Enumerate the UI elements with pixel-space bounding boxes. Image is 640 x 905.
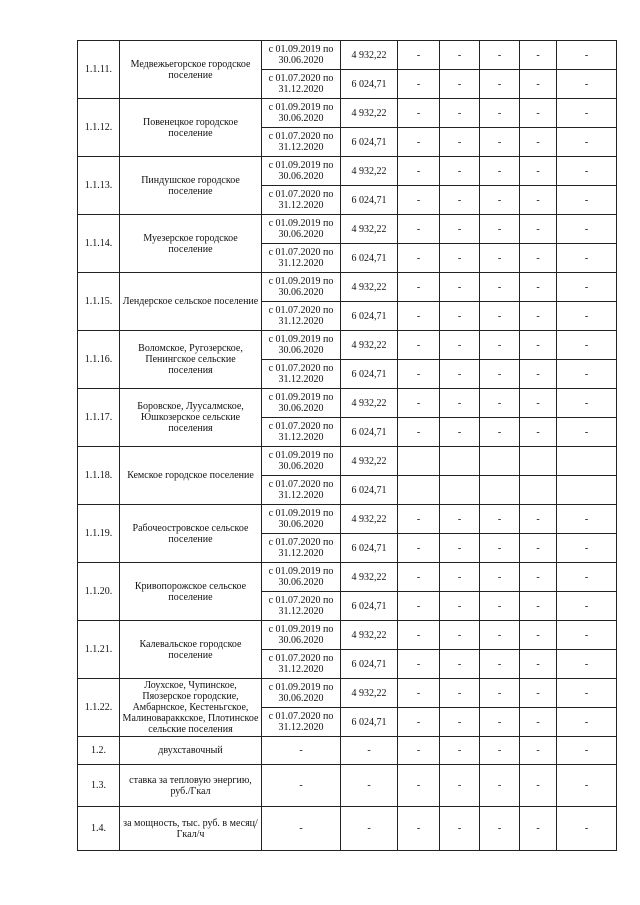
table-row <box>78 679 617 708</box>
dash-cell: - <box>440 360 480 389</box>
dash-cell: - <box>398 592 440 621</box>
table-row <box>78 737 617 765</box>
price-cell: 6 024,71 <box>341 128 398 157</box>
row-name: Рабочеостровское сельское поселение <box>120 505 262 563</box>
dash-cell: - <box>480 592 520 621</box>
row-name: Боровское, Луусалмское, Юшкозерское сельские поселения <box>120 389 262 447</box>
dash-cell: - <box>440 418 480 447</box>
price-cell: 6 024,71 <box>341 650 398 679</box>
dash-cell: - <box>262 765 341 807</box>
dash-cell: - <box>440 215 480 244</box>
row-name: Повенецкое городское поселение <box>120 99 262 157</box>
row-code: 1.1.18. <box>78 447 120 505</box>
dash-cell <box>440 476 480 505</box>
dash-cell: - <box>520 244 557 273</box>
dash-cell: - <box>398 215 440 244</box>
dash-cell: - <box>557 708 617 737</box>
period-cell: с 01.09.2019 по 30.06.2020 <box>262 41 341 70</box>
dash-cell: - <box>557 679 617 708</box>
dash-cell: - <box>398 331 440 360</box>
row-name: Калевальское городское поселение <box>120 621 262 679</box>
period-cell: с 01.07.2020 по 31.12.2020 <box>262 534 341 563</box>
period-cell: с 01.07.2020 по 31.12.2020 <box>262 302 341 331</box>
dash-cell <box>520 447 557 476</box>
dash-cell: - <box>520 360 557 389</box>
dash-cell: - <box>398 765 440 807</box>
dash-cell: - <box>480 157 520 186</box>
row-name: Воломское, Ругозерское, Пенингское сельские поселения <box>120 331 262 389</box>
dash-cell: - <box>480 737 520 765</box>
price-cell: 6 024,71 <box>341 592 398 621</box>
dash-cell: - <box>520 737 557 765</box>
price-cell: 4 932,22 <box>341 273 398 302</box>
dash-cell: - <box>398 534 440 563</box>
dash-cell: - <box>398 418 440 447</box>
dash-cell: - <box>520 807 557 851</box>
dash-cell: - <box>557 621 617 650</box>
dash-cell: - <box>398 621 440 650</box>
dash-cell: - <box>440 592 480 621</box>
dash-cell: - <box>480 244 520 273</box>
dash-cell: - <box>557 765 617 807</box>
row-name: Лендерское сельское поселение <box>120 273 262 331</box>
dash-cell: - <box>480 679 520 708</box>
period-cell: с 01.09.2019 по 30.06.2020 <box>262 389 341 418</box>
dash-cell <box>480 447 520 476</box>
row-code: 1.1.15. <box>78 273 120 331</box>
dash-cell: - <box>520 621 557 650</box>
dash-cell: - <box>520 679 557 708</box>
dash-cell: - <box>440 505 480 534</box>
price-cell: 4 932,22 <box>341 41 398 70</box>
period-cell: с 01.07.2020 по 31.12.2020 <box>262 592 341 621</box>
price-cell: 4 932,22 <box>341 157 398 186</box>
dash-cell <box>398 476 440 505</box>
row-code: 1.1.22. <box>78 679 120 737</box>
dash-cell: - <box>398 157 440 186</box>
dash-cell: - <box>398 70 440 99</box>
table-row <box>78 765 617 807</box>
dash-cell: - <box>480 70 520 99</box>
row-name: Кемское городское поселение <box>120 447 262 505</box>
price-cell: 6 024,71 <box>341 70 398 99</box>
dash-cell: - <box>398 41 440 70</box>
dash-cell: - <box>440 186 480 215</box>
table-row <box>78 331 617 360</box>
row-code: 1.3. <box>78 765 120 807</box>
price-cell: 6 024,71 <box>341 302 398 331</box>
dash-cell: - <box>398 273 440 302</box>
dash-cell: - <box>341 737 398 765</box>
dash-cell: - <box>440 807 480 851</box>
dash-cell: - <box>480 418 520 447</box>
dash-cell: - <box>520 302 557 331</box>
table-row <box>78 621 617 650</box>
price-cell: 4 932,22 <box>341 505 398 534</box>
row-code: 1.2. <box>78 737 120 765</box>
row-code: 1.1.16. <box>78 331 120 389</box>
dash-cell: - <box>440 708 480 737</box>
period-cell: с 01.09.2019 по 30.06.2020 <box>262 505 341 534</box>
dash-cell: - <box>557 331 617 360</box>
dash-cell: - <box>520 708 557 737</box>
dash-cell <box>520 476 557 505</box>
dash-cell: - <box>520 215 557 244</box>
dash-cell: - <box>440 563 480 592</box>
dash-cell: - <box>480 215 520 244</box>
price-cell: 6 024,71 <box>341 708 398 737</box>
row-code: 1.1.11. <box>78 41 120 99</box>
period-cell: с 01.09.2019 по 30.06.2020 <box>262 679 341 708</box>
dash-cell: - <box>480 41 520 70</box>
dash-cell: - <box>480 621 520 650</box>
dash-cell: - <box>341 765 398 807</box>
table-row <box>78 41 617 70</box>
price-cell: 4 932,22 <box>341 679 398 708</box>
dash-cell: - <box>398 679 440 708</box>
row-code: 1.1.21. <box>78 621 120 679</box>
dash-cell: - <box>398 807 440 851</box>
dash-cell: - <box>398 186 440 215</box>
price-cell: 4 932,22 <box>341 215 398 244</box>
dash-cell: - <box>520 765 557 807</box>
price-cell: 4 932,22 <box>341 621 398 650</box>
period-cell: с 01.07.2020 по 31.12.2020 <box>262 418 341 447</box>
price-cell: 6 024,71 <box>341 476 398 505</box>
dash-cell: - <box>520 592 557 621</box>
dash-cell <box>557 447 617 476</box>
dash-cell: - <box>480 708 520 737</box>
dash-cell: - <box>440 389 480 418</box>
dash-cell: - <box>557 128 617 157</box>
dash-cell: - <box>557 360 617 389</box>
dash-cell: - <box>440 244 480 273</box>
dash-cell: - <box>480 807 520 851</box>
price-cell: 6 024,71 <box>341 418 398 447</box>
dash-cell: - <box>398 505 440 534</box>
price-cell: 4 932,22 <box>341 99 398 128</box>
period-cell: с 01.07.2020 по 31.12.2020 <box>262 650 341 679</box>
dash-cell: - <box>398 128 440 157</box>
dash-cell: - <box>480 360 520 389</box>
period-cell: с 01.07.2020 по 31.12.2020 <box>262 244 341 273</box>
period-cell: с 01.07.2020 по 31.12.2020 <box>262 476 341 505</box>
dash-cell: - <box>262 737 341 765</box>
dash-cell: - <box>398 244 440 273</box>
dash-cell: - <box>520 389 557 418</box>
tariff-table <box>77 40 617 851</box>
dash-cell: - <box>480 128 520 157</box>
dash-cell: - <box>480 186 520 215</box>
row-code: 1.1.13. <box>78 157 120 215</box>
dash-cell: - <box>398 563 440 592</box>
dash-cell: - <box>520 70 557 99</box>
dash-cell: - <box>557 534 617 563</box>
dash-cell: - <box>557 273 617 302</box>
dash-cell: - <box>520 186 557 215</box>
period-cell: с 01.09.2019 по 30.06.2020 <box>262 563 341 592</box>
row-name: Медвежьегорское городское поселение <box>120 41 262 99</box>
dash-cell: - <box>480 273 520 302</box>
dash-cell <box>440 447 480 476</box>
dash-cell: - <box>480 765 520 807</box>
dash-cell: - <box>480 99 520 128</box>
dash-cell: - <box>520 128 557 157</box>
dash-cell: - <box>557 244 617 273</box>
dash-cell: - <box>398 389 440 418</box>
table-row <box>78 157 617 186</box>
table-row <box>78 99 617 128</box>
dash-cell: - <box>398 360 440 389</box>
dash-cell: - <box>520 650 557 679</box>
period-cell: с 01.07.2020 по 31.12.2020 <box>262 128 341 157</box>
row-code: 1.1.19. <box>78 505 120 563</box>
row-code: 1.1.12. <box>78 99 120 157</box>
dash-cell: - <box>398 708 440 737</box>
dash-cell: - <box>557 302 617 331</box>
dash-cell: - <box>557 737 617 765</box>
dash-cell: - <box>440 621 480 650</box>
dash-cell: - <box>480 302 520 331</box>
dash-cell: - <box>557 186 617 215</box>
period-cell: с 01.09.2019 по 30.06.2020 <box>262 99 341 128</box>
table-row <box>78 505 617 534</box>
dash-cell: - <box>520 331 557 360</box>
dash-cell: - <box>557 389 617 418</box>
dash-cell: - <box>440 302 480 331</box>
dash-cell: - <box>398 99 440 128</box>
dash-cell: - <box>557 70 617 99</box>
dash-cell <box>557 476 617 505</box>
dash-cell: - <box>440 534 480 563</box>
dash-cell: - <box>557 157 617 186</box>
dash-cell <box>398 447 440 476</box>
dash-cell: - <box>480 650 520 679</box>
dash-cell: - <box>440 679 480 708</box>
dash-cell: - <box>440 650 480 679</box>
dash-cell: - <box>440 737 480 765</box>
price-cell: 4 932,22 <box>341 389 398 418</box>
period-cell: с 01.09.2019 по 30.06.2020 <box>262 215 341 244</box>
price-cell: 6 024,71 <box>341 534 398 563</box>
dash-cell: - <box>440 765 480 807</box>
price-cell: 4 932,22 <box>341 447 398 476</box>
row-name: за мощность, тыс. руб. в месяц/Гкал/ч <box>120 807 262 851</box>
dash-cell <box>480 476 520 505</box>
period-cell: с 01.07.2020 по 31.12.2020 <box>262 70 341 99</box>
dash-cell: - <box>480 331 520 360</box>
period-cell: с 01.09.2019 по 30.06.2020 <box>262 157 341 186</box>
row-code: 1.4. <box>78 807 120 851</box>
row-name: ставка за тепловую энергию, руб./Гкал <box>120 765 262 807</box>
dash-cell: - <box>440 273 480 302</box>
dash-cell: - <box>480 534 520 563</box>
row-name: Пиндушское городское поселение <box>120 157 262 215</box>
dash-cell: - <box>520 505 557 534</box>
dash-cell: - <box>520 41 557 70</box>
price-cell: 4 932,22 <box>341 331 398 360</box>
dash-cell: - <box>480 563 520 592</box>
dash-cell: - <box>520 534 557 563</box>
table-row <box>78 563 617 592</box>
dash-cell: - <box>480 505 520 534</box>
dash-cell: - <box>557 505 617 534</box>
dash-cell: - <box>262 807 341 851</box>
row-name: двухставочный <box>120 737 262 765</box>
price-cell: 6 024,71 <box>341 360 398 389</box>
dash-cell: - <box>557 807 617 851</box>
dash-cell: - <box>440 331 480 360</box>
period-cell: с 01.09.2019 по 30.06.2020 <box>262 447 341 476</box>
period-cell: с 01.07.2020 по 31.12.2020 <box>262 186 341 215</box>
price-cell: 6 024,71 <box>341 244 398 273</box>
dash-cell: - <box>557 418 617 447</box>
row-code: 1.1.20. <box>78 563 120 621</box>
dash-cell: - <box>557 650 617 679</box>
dash-cell: - <box>398 302 440 331</box>
period-cell: с 01.09.2019 по 30.06.2020 <box>262 273 341 302</box>
table-row <box>78 215 617 244</box>
dash-cell: - <box>440 157 480 186</box>
row-name: Лоухское, Чупинское, Пяозерское городские, Амбарнское, Кестеньгское, Малиновараккское, Плотинское сельские поселения <box>120 679 262 737</box>
dash-cell: - <box>557 99 617 128</box>
row-name: Муезерское городское поселение <box>120 215 262 273</box>
period-cell: с 01.09.2019 по 30.06.2020 <box>262 331 341 360</box>
price-cell: 6 024,71 <box>341 186 398 215</box>
dash-cell: - <box>557 215 617 244</box>
dash-cell: - <box>557 592 617 621</box>
dash-cell: - <box>341 807 398 851</box>
row-name: Кривопорожское сельское поселение <box>120 563 262 621</box>
period-cell: с 01.09.2019 по 30.06.2020 <box>262 621 341 650</box>
table-row <box>78 389 617 418</box>
row-code: 1.1.17. <box>78 389 120 447</box>
period-cell: с 01.07.2020 по 31.12.2020 <box>262 708 341 737</box>
dash-cell: - <box>440 99 480 128</box>
dash-cell: - <box>480 389 520 418</box>
dash-cell: - <box>520 99 557 128</box>
dash-cell: - <box>440 41 480 70</box>
table-row <box>78 447 617 476</box>
period-cell: с 01.07.2020 по 31.12.2020 <box>262 360 341 389</box>
table-row <box>78 273 617 302</box>
dash-cell: - <box>440 128 480 157</box>
dash-cell: - <box>398 737 440 765</box>
dash-cell: - <box>520 563 557 592</box>
dash-cell: - <box>520 157 557 186</box>
row-code: 1.1.14. <box>78 215 120 273</box>
dash-cell: - <box>520 273 557 302</box>
dash-cell: - <box>440 70 480 99</box>
dash-cell: - <box>520 418 557 447</box>
table-row <box>78 807 617 851</box>
dash-cell: - <box>557 41 617 70</box>
dash-cell: - <box>557 563 617 592</box>
dash-cell: - <box>398 650 440 679</box>
price-cell: 4 932,22 <box>341 563 398 592</box>
